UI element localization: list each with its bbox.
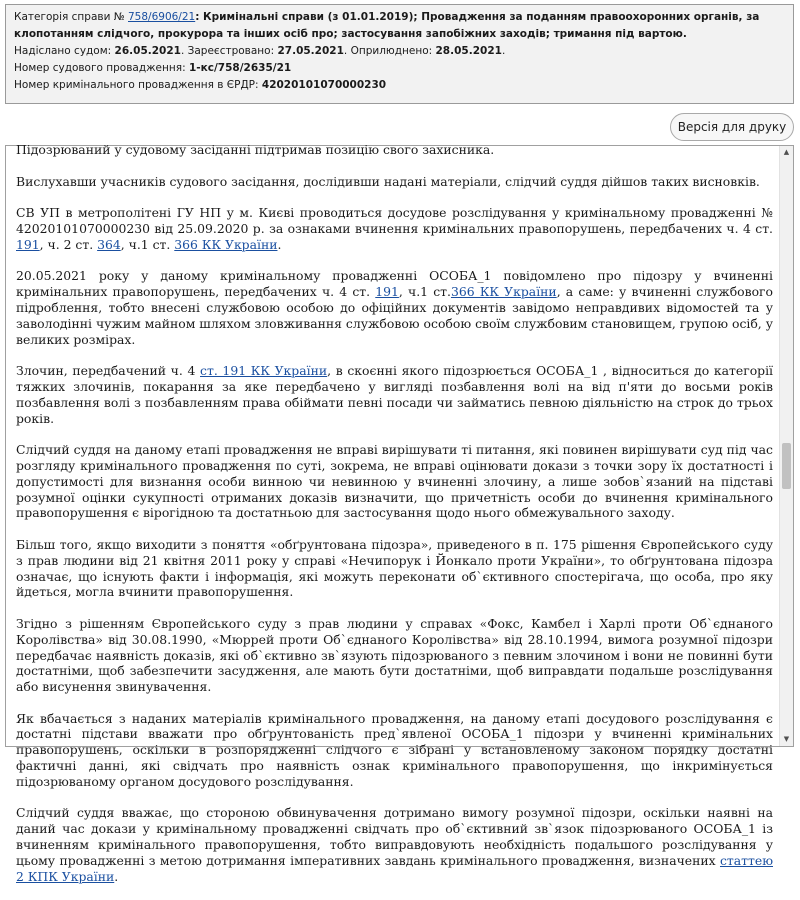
erdr-number: 42020101070000230 — [261, 79, 387, 91]
law-link-366[interactable]: 366 КК України — [450, 284, 557, 300]
dates-line: Надіслано судом: 26.05.2021. Зареєстровано: 27.05.2021. Оприлюднено: 28.05.2021. — [14, 45, 506, 57]
paragraph: Вислухавши учасників судового засідання, дослідивши надані матеріали, слідчий суддя дійшов таких висновків. — [16, 173, 760, 189]
published-date: 28.05.2021 — [435, 45, 502, 57]
law-link-191[interactable]: 191 — [16, 236, 40, 252]
category-text: : Кримінальні справи (з 01.01.2019); Провадження за поданням правоохоронних органів, за клопотанням слідчого, прокурора та інших осіб про; застосування запобіжних заходів; тримання під вартою. — [14, 11, 760, 40]
court-proc-number: 1-кс/758/2635/21 — [188, 62, 292, 74]
court-proc-label: Номер судового провадження: — [14, 62, 189, 74]
vertical-scrollbar[interactable] — [779, 146, 793, 746]
print-version-button[interactable]: Версія для друку — [670, 113, 794, 141]
case-category-line — [14, 9, 785, 43]
scroll-up-arrow-icon[interactable]: ▲ — [783, 148, 790, 156]
sent-date: 26.05.2021 — [114, 45, 181, 57]
paragraph: Слідчий суддя на даному етапі провадження не вправі вирішувати ті питання, які повинен вирішувати суд під час розгляду кримінального провадження по суті, зокрема, не вправі оцінювати докази з точки зору їх достатності і допустимості для визнання особи винною чи невинною у вчиненні злочину, а лише зобов`язаний на підставі розумної оцінки сукупності отриманих доказів визначити, що причетність особи до вчинення кримінального правопорушення є вірогідною та достатньою для застосування щодо нього обмежувального заходу. — [16, 442, 773, 521]
paragraph: Злочин, передбачений ч. 4 ст. 191 КК України, в скоєнні якого підозрюється ОСОБА_1 , відноситься до категорії тяжких злочинів, покарання за яке передбачено у вигляді позбавлення волі на від п'яти до восьми років позбавлення волі з позбавленням права обіймати певні посади чи займатись певною діяльністю на строк до трьох років. — [16, 363, 774, 426]
erdr-label: Номер кримінального провадження в ЄРДР: — [14, 79, 262, 91]
case-info-panel — [5, 4, 794, 104]
registered-label: . Зареєстровано: — [180, 45, 278, 57]
paragraph: Більш того, якщо виходити з поняття «обґрунтована підозра», приведеного в п. 175 рішення Європейського суду з прав людини від 21 квітня 2011 року у справі «Нечипорук і Йонкало проти України», то обґрунтована підозра означає, що існують факти і інформація, які можуть переконати об`єктивного спостерігача, що особа, про яку йдеться, могла вчинити правопорушення. — [16, 536, 773, 600]
scroll-thumb[interactable] — [782, 443, 791, 489]
law-link-191[interactable]: 191 — [375, 284, 399, 300]
case-number-link[interactable]: 758/6906/21 — [128, 11, 196, 23]
registered-date: 27.05.2021 — [277, 45, 344, 57]
sent-label: Надіслано судом: — [14, 45, 115, 57]
published-label: . Оприлюднено: — [343, 45, 436, 57]
document-viewer[interactable] — [5, 142, 794, 884]
paragraph: Згідно з рішенням Європейського суду з прав людини у справах «Фокс, Камбел і Харлі проти Об`єднаного Королівства» від 30.08.1990, «Мюррей проти Об`єднаного Королівства» від 28.10.1994, вимога розумної підозри передбачає наявність доказів, які об`єктивно зв`язують підозрюваного з певним злочином і вони не повинні бути достатніми, щоб забезпечити засудження, але мають бути достатніми, щоб виправдати подальше розслідування або висунення звинувачення. — [16, 615, 773, 695]
paragraph: Як вбачається з наданих матеріалів кримінального провадження, на даному етапі досудового розслідування є достатні підстави вважати про обґрунтованість пред`явленої ОСОБА_1 підозри у вчиненні кримінальних правопорушень, оскільки в розпорядженні слідчого є зібрані у встановленому законом порядку достатні фактичні данні, які свідчать про наявність ознак кримінального правопорушення, що інкримінується підозрюваному органом досудового розслідування. — [16, 710, 773, 789]
law-link-kpk-2[interactable]: статтею 2 КПК України — [16, 852, 773, 884]
paragraph: СВ УП в метрополітені ГУ НП у м. Києві проводиться досудове розслідування у кримінальному провадженні № 42020101070000230 від 25.09.2020 р. за ознаками вчинення кримінальних правопорушень, передбачених ч. 4 ст. 191, ч. 2 ст. 364, ч.1 ст. 366 КК України. — [16, 205, 773, 252]
erdr-line — [14, 77, 785, 94]
paragraph: 20.05.2021 року у даному кримінальному провадженні ОСОБА_1 повідомлено про підозру у вчиненні кримінальних правопорушень, передбачених ч. 4 ст. 191, ч.1 ст.366 КК України, а саме: у вчиненні службового підроблення, тобто внесені службовою особою до офіційних документів завідомо неправдивих відомостей та у заволодінні чужим майном шляхом зловживання службовою особою своїм службовим становищем, групою осіб, у великих розмірах. — [16, 268, 773, 347]
category-label: Категорія справи № — [14, 11, 128, 23]
law-link-366[interactable]: 366 КК України — [174, 236, 278, 252]
document-text — [6, 142, 781, 900]
scroll-down-arrow-icon[interactable]: ▼ — [783, 735, 790, 743]
paragraph: Слідчий суддя вважає, що стороною обвинувачення дотримано вимогу розумної підозри, оскільки наявні на даний час докази у кримінальному провадженні свідчать про об`єктивний зв`язок підозрюваного ОСОБА_1 із вчиненням кримінального правопорушення, тобто виправдовують необхідність подальшого розслідування у цьому провадженні з метою дотримання імперативних завдань кримінального провадження, визначених статтею 2 КПК України. — [16, 805, 773, 884]
paragraph: Підозрюваний у судовому засіданні підтримав позицію свого захисника. — [16, 142, 495, 157]
law-link-364[interactable]: 364 — [97, 236, 121, 252]
law-link-191[interactable]: ст. 191 КК України — [200, 363, 328, 379]
court-proceeding-line — [14, 60, 785, 77]
